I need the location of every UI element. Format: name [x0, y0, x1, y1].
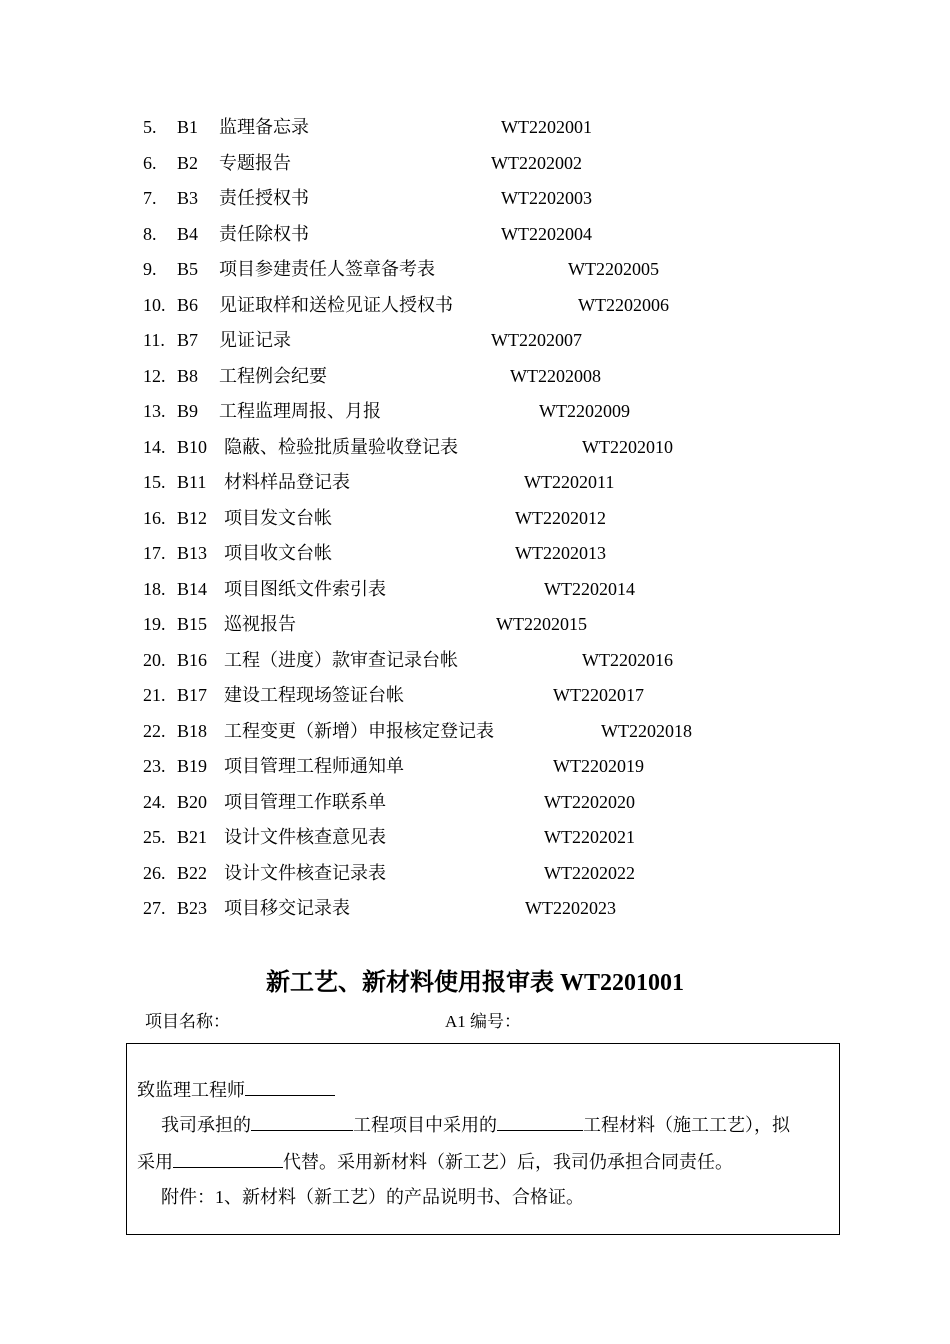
item-name: 项目参建责任人签章备考表 [219, 259, 435, 279]
item-name: 见证记录 [219, 330, 291, 350]
item-name: 责任除权书 [219, 223, 309, 244]
item-reference: WT2202002 [491, 152, 582, 173]
item-name: 建设工程现场签证台帐 [224, 685, 404, 705]
item-number: 8. [143, 223, 157, 244]
item-code: B14 [177, 578, 208, 599]
item-reference: WT2202012 [515, 507, 606, 528]
item-number: 19. [143, 614, 166, 634]
item-reference: WT2202011 [524, 472, 615, 492]
item-name: 见证取样和送检见证人授权书 [219, 294, 453, 315]
item-name: 项目移交记录表 [224, 898, 350, 918]
addressee-blank[interactable] [245, 1077, 335, 1096]
item-number: 26. [143, 862, 166, 883]
item-reference: WT2202001 [501, 117, 592, 137]
item-reference: WT2202003 [501, 188, 592, 208]
item-number: 15. [143, 472, 166, 492]
project-blank[interactable] [251, 1112, 353, 1131]
list-item [0, 856, 950, 892]
item-code: B12 [177, 507, 208, 528]
item-number: 24. [143, 791, 166, 812]
item-code: B16 [177, 649, 208, 670]
project-name-label: 项目名称： [145, 1012, 230, 1031]
list-item [0, 394, 950, 430]
para1-text-c: 工程材料（施工工艺），拟 [583, 1115, 790, 1135]
document-index-list [0, 110, 950, 927]
item-name: 项目发文台帐 [224, 507, 332, 528]
item-number: 20. [143, 649, 166, 670]
item-code: B9 [177, 401, 199, 421]
item-reference: WT2202022 [544, 862, 635, 883]
item-code: B17 [177, 685, 208, 705]
item-number: 6. [143, 152, 157, 173]
material-blank[interactable] [497, 1112, 583, 1131]
item-number: 11. [143, 330, 165, 350]
item-reference: WT2202017 [553, 685, 644, 705]
list-item [0, 110, 950, 146]
item-reference: WT2202013 [515, 543, 606, 563]
item-code: B18 [177, 720, 208, 741]
form-number-label: A1 编号： [445, 1012, 522, 1031]
item-name: 项目收文台帐 [224, 543, 332, 563]
list-item [0, 891, 950, 927]
list-item [0, 643, 950, 679]
para2-text-b: 代替。采用新材料（新工艺）后，我司仍承担合同责任。 [283, 1152, 733, 1172]
item-reference: WT2202009 [539, 401, 630, 421]
item-reference: WT2202007 [491, 330, 582, 350]
list-item [0, 536, 950, 572]
item-reference: WT2202008 [510, 365, 601, 386]
item-number: 16. [143, 507, 166, 528]
list-item [0, 820, 950, 856]
item-reference: WT2202019 [553, 756, 644, 776]
item-name: 工程（进度）款审查记录台帐 [224, 649, 458, 670]
list-item [0, 678, 950, 714]
item-code: B2 [177, 152, 199, 173]
item-reference: WT2202010 [582, 436, 673, 457]
item-number: 7. [143, 188, 157, 208]
para1-text-b: 工程项目中采用的 [353, 1115, 497, 1135]
item-code: B11 [177, 472, 207, 492]
list-item [0, 252, 950, 288]
item-reference: WT2202014 [544, 578, 635, 599]
item-number: 5. [143, 117, 157, 137]
item-number: 17. [143, 543, 166, 563]
item-name: 项目管理工程师通知单 [224, 756, 404, 776]
item-number: 12. [143, 365, 166, 386]
item-code: B15 [177, 614, 208, 634]
item-name: 工程变更（新增）申报核定登记表 [224, 720, 494, 741]
item-code: B5 [177, 259, 199, 279]
addressee-line [137, 1077, 335, 1103]
attachment-line: 附件：1、新材料（新工艺）的产品说明书、合格证。 [161, 1187, 584, 1207]
item-reference: WT2202023 [525, 898, 616, 918]
item-number: 22. [143, 720, 166, 741]
item-number: 9. [143, 259, 157, 279]
item-name: 隐蔽、检验批质量验收登记表 [224, 436, 458, 457]
item-code: B3 [177, 188, 199, 208]
list-item [0, 785, 950, 821]
para2-text-a: 采用 [137, 1152, 173, 1172]
item-code: B10 [177, 436, 208, 457]
list-item [0, 323, 950, 359]
item-code: B22 [177, 862, 208, 883]
item-name: 监理备忘录 [219, 117, 309, 137]
form-title: 新工艺、新材料使用报审表 WT2201001 [265, 970, 684, 996]
list-item [0, 465, 950, 501]
list-item [0, 146, 950, 182]
form-body-box [126, 1043, 840, 1235]
item-name: 责任授权书 [219, 188, 309, 208]
item-name: 专题报告 [219, 152, 291, 173]
item-code: B23 [177, 898, 208, 918]
item-number: 21. [143, 685, 166, 705]
item-code: B19 [177, 756, 208, 776]
item-name: 工程监理周报、月报 [219, 401, 381, 421]
item-number: 13. [143, 401, 166, 421]
item-name: 项目图纸文件索引表 [224, 578, 386, 599]
list-item [0, 607, 950, 643]
item-reference: WT2202021 [544, 827, 635, 847]
list-item [0, 288, 950, 324]
item-reference: WT2202006 [578, 294, 669, 315]
item-code: B6 [177, 294, 199, 315]
item-number: 14. [143, 436, 166, 457]
item-reference: WT2202005 [568, 259, 659, 279]
item-number: 27. [143, 898, 166, 918]
list-item [0, 217, 950, 253]
paragraph-line-1 [161, 1112, 790, 1138]
list-item [0, 359, 950, 395]
item-reference: WT2202018 [601, 720, 692, 741]
item-code: B21 [177, 827, 208, 847]
item-code: B8 [177, 365, 199, 386]
item-name: 设计文件核查记录表 [224, 862, 386, 883]
item-number: 18. [143, 578, 166, 599]
item-number: 23. [143, 756, 166, 776]
list-item [0, 749, 950, 785]
item-number: 25. [143, 827, 166, 847]
item-name: 设计文件核查意见表 [224, 827, 386, 847]
item-code: B4 [177, 223, 199, 244]
replacement-blank[interactable] [173, 1149, 283, 1168]
list-item [0, 430, 950, 466]
list-item [0, 501, 950, 537]
item-name: 巡视报告 [224, 614, 296, 634]
item-name: 项目管理工作联系单 [224, 791, 386, 812]
item-code: B1 [177, 117, 199, 137]
item-reference: WT2202004 [501, 223, 592, 244]
item-code: B20 [177, 791, 208, 812]
item-name: 工程例会纪要 [219, 365, 327, 386]
para1-text-a: 我司承担的 [161, 1115, 251, 1135]
list-item [0, 714, 950, 750]
item-code: B13 [177, 543, 208, 563]
list-item [0, 572, 950, 608]
item-name: 材料样品登记表 [224, 472, 350, 492]
item-reference: WT2202016 [582, 649, 673, 670]
addressee-text: 致监理工程师 [137, 1080, 245, 1100]
item-reference: WT2202015 [496, 614, 587, 634]
list-item [0, 181, 950, 217]
item-reference: WT2202020 [544, 791, 635, 812]
item-code: B7 [177, 330, 199, 350]
item-number: 10. [143, 294, 166, 315]
paragraph-line-2 [137, 1149, 733, 1175]
